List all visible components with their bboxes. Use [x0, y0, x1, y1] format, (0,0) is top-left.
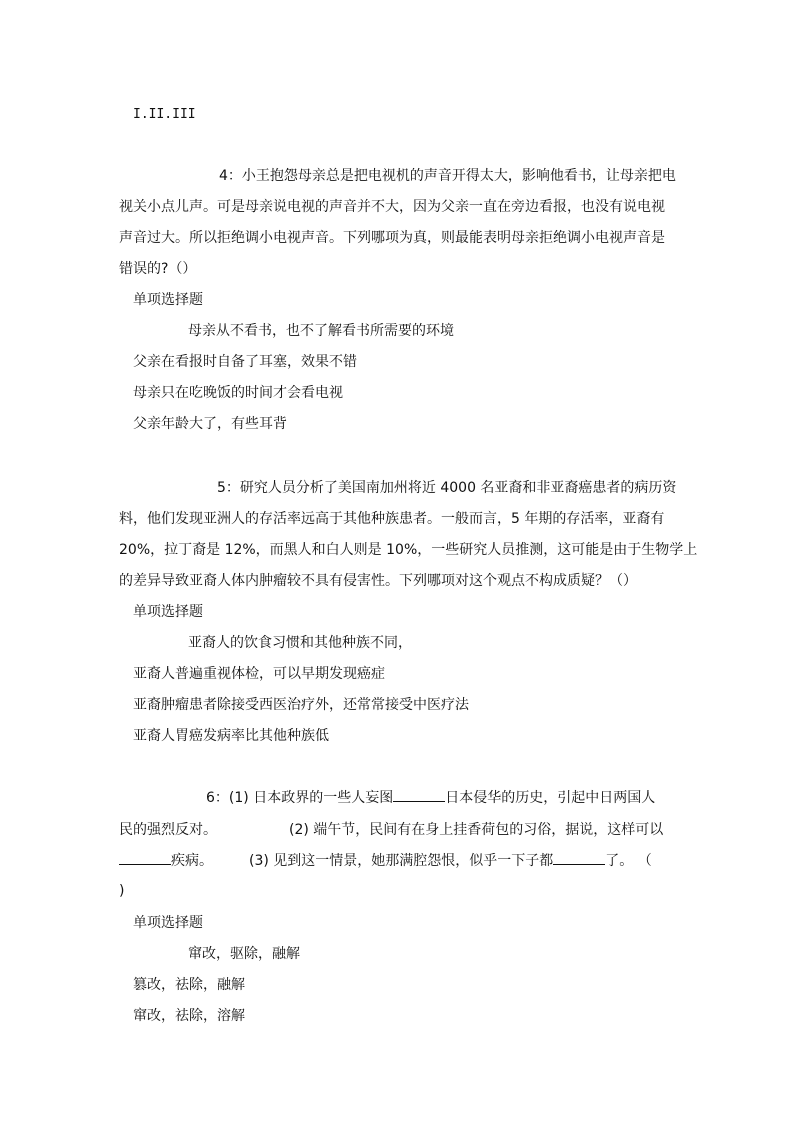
option-a[interactable]: 窜改，驱除，融解	[188, 946, 300, 962]
option-d[interactable]: 亚裔人胃癌发病率比其他种族低	[133, 728, 329, 744]
option-c[interactable]: 亚裔肿瘤患者除接受西医治疗外，还常常接受中医疗法	[133, 697, 469, 713]
question-text-line: )	[119, 883, 125, 899]
question-text-line: 20%，拉丁裔是 12%，而黑人和白人则是 10%，一些研究人员推测，这可能是由于生物学上	[119, 542, 698, 558]
question-text-line: 料，他们发现亚洲人的存活率远高于其他种族患者。一般而言，5 年期的存活率，亚裔有	[119, 511, 665, 527]
option-b[interactable]: 亚裔人普遍重视体检，可以早期发现癌症	[133, 666, 385, 682]
question-type-label: 单项选择题	[133, 292, 203, 308]
option-c[interactable]: 窜改，祛除，溶解	[133, 1008, 245, 1024]
question-text-line	[206, 789, 655, 807]
header-reference: I.II.III	[133, 107, 196, 122]
text-segment: 民的强烈反对。	[119, 822, 217, 838]
question-text-line: 的差异导致亚裔人体内肿瘤较不具有侵害性。下列哪项对这个观点不构成质疑？（）	[119, 573, 637, 589]
fill-blank-1	[393, 789, 445, 802]
question-text-line	[119, 821, 663, 839]
option-a[interactable]: 亚裔人的饮食习惯和其他种族不同，	[188, 635, 412, 651]
text-segment: (3) 见到这一情景，她那满腔怨恨，似乎一下子都	[249, 853, 554, 869]
option-d[interactable]: 父亲年龄大了，有些耳背	[133, 416, 287, 432]
fill-blank-3	[553, 852, 605, 865]
text-segment: (2) 端午节，民间有在身上挂香荷包的习俗，据说，这样可以	[289, 822, 664, 838]
question-text-line: 声音过大。所以拒绝调小电视声音。下列哪项为真，则最能表明母亲拒绝调小电视声音是	[119, 230, 665, 246]
text-segment: 6：(1) 日本政界的一些人妄图	[206, 790, 394, 806]
question-text-line: 视关小点儿声。可是母亲说电视的声音并不大，因为父亲一直在旁边看报，也没有说电视	[119, 199, 665, 215]
option-a[interactable]: 母亲从不看书，也不了解看书所需要的环境	[188, 323, 454, 339]
text-segment: 了。 （	[605, 853, 652, 869]
question-text-line	[119, 852, 652, 870]
fill-blank-2	[119, 852, 171, 865]
option-b[interactable]: 篡改，祛除，融解	[133, 977, 245, 993]
question-text-line: 4：小王抱怨母亲总是把电视机的声音开得太大，影响他看书，让母亲把电	[219, 168, 676, 184]
question-type-label: 单项选择题	[133, 604, 203, 620]
question-text-line: 错误的?（）	[119, 261, 197, 277]
question-type-label: 单项选择题	[133, 915, 203, 931]
option-b[interactable]: 父亲在看报时自备了耳塞，效果不错	[133, 354, 357, 370]
question-text-line: 5：研究人员分析了美国南加州将近 4000 名亚裔和非亚裔癌患者的病历资	[217, 480, 677, 496]
text-segment: 疾病。	[171, 853, 213, 869]
option-c[interactable]: 母亲只在吃晚饭的时间才会看电视	[133, 385, 343, 401]
text-segment: 日本侵华的历史，引起中日两国人	[445, 790, 656, 806]
